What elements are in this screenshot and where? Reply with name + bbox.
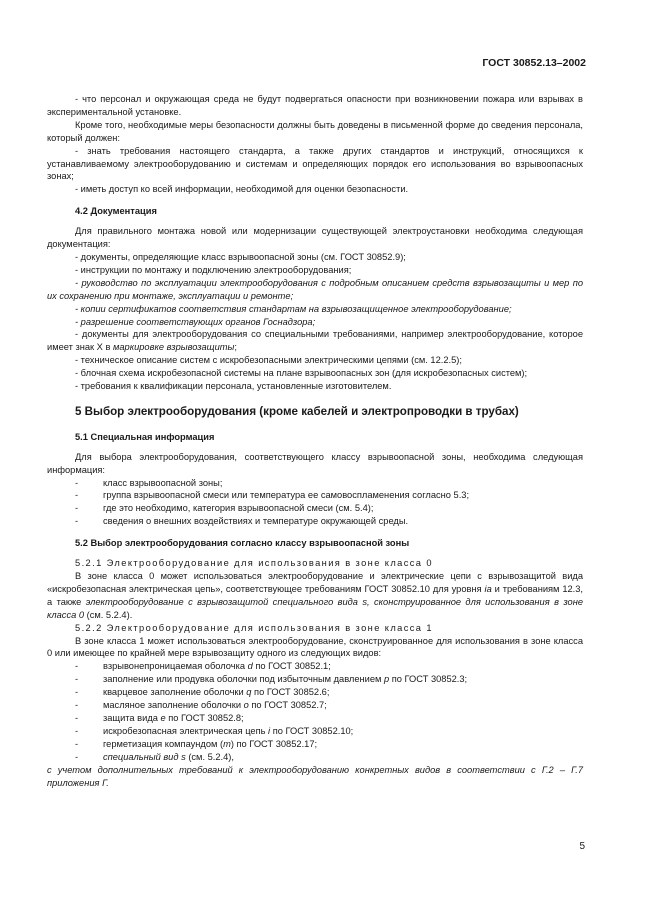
text-span: защита вида [103,712,161,723]
list-item: - разрешение соответствующих органов Госнадзора; [75,316,316,327]
list-dash: - [75,490,79,501]
paragraph: - иметь доступ ко всей информации, необходимой для оценки безопасности. [75,184,409,195]
text-span: ) по ГОСТ 30852.17; [230,738,318,749]
list-item: - документы, определяющие класс взрывоопасной зоны (см. ГОСТ 30852.9); [75,251,406,262]
text-span: по ГОСТ 30852.3; [389,674,468,685]
section-heading-5: 5 Выбор электрооборудования (кроме кабелей и электропроводки в трубах) [75,404,519,418]
text-span: d [247,661,253,672]
list-dash: - [75,674,79,685]
list-item: - инструкции по монтажу и подключению электрооборудования; [75,264,352,275]
text-span: (см. 5.2.4), [185,751,234,762]
text-span: - документы для электрооборудования со специальными требованиями, например электрооборудование, которое имеет знак X в [47,329,583,353]
text-span: взрывонепроницаемая оболочка [103,661,248,672]
subsection-heading-5-2-2: 5.2.2 Электрооборудование для использования в зоне класса 1 [75,622,433,633]
list-text [103,751,583,764]
paragraph: - знать требования настоящего стандарта, а также других стандартов и инструкций, относящихся к устанавливаемому электрооборудованию и системам и определяющих порядок его использования во взрывоопасных зонах; [47,145,583,182]
paragraph: Кроме того, необходимые меры безопасности должны быть доведены в письменной форме до сведения персонала, который должен: [47,119,583,143]
text-span: (см. 5.2.4). [84,609,133,620]
list-text [103,699,583,712]
text-span: и требованиям 12.3, а также [47,583,584,607]
list-text [103,660,583,673]
list-item [47,328,583,354]
list-item [47,751,583,764]
section-heading-5-2: 5.2 Выбор электрооборудования согласно классу взрывоопасной зоны [75,538,410,549]
page-content [47,93,583,789]
list-item [47,712,583,725]
list-item [47,686,583,699]
list-text [103,738,583,751]
text-span: e [160,712,166,723]
paragraph: В зоне класса 1 может использоваться электрооборудование, сконструированное для использования в зоне класса 0 или имеющее по крайней мере взрывозащиту одного из следующих видов: [47,635,583,659]
list-item [47,502,583,515]
text-span: по ГОСТ 30852.7; [248,700,327,711]
text-span: i [268,725,271,736]
text-span: специальный вид s [103,751,186,762]
text-span: ; [234,342,237,353]
paragraph: Для выбора электрооборудования, соответствующего классу взрывоопасной зоны, необходима следующая информация: [47,451,583,475]
list-dash: - [75,712,79,723]
text-span: по ГОСТ 30852.10; [270,725,354,736]
list-dash: - [75,661,79,672]
list-item: - блочная схема искробезопасной системы на плане взрывоопасных зон (для искробезопасных систем); [75,368,528,379]
list-item [47,699,583,712]
text-span: В зоне класса 0 может использоваться электрооборудование и электрические цепи с взрывозащитой вида «искробезопасная электрическая цепь», соответствующее требованиям ГОСТ 30852.10 для уровня [47,571,583,594]
list-dash: - [75,516,79,527]
closing-paragraph: с учетом дополнительных требований к электрооборудованию конкретных видов в соответствии с Г.2 – Г.7 приложения Г. [47,764,583,788]
list-dash: - [75,725,79,736]
text-span: заполнение или продувка оболочки под избыточным давлением [103,674,384,685]
list-text: где это необходимо, категория взрывоопасной смеси (см. 5.4); [103,503,374,514]
list-text [103,673,583,686]
text-span: ia [484,583,492,594]
list-dash: - [75,503,79,514]
list-text: группа взрывоопасной смеси или температура ее самовоспламенения согласно 5.3; [103,490,470,501]
paragraph: Для правильного монтажа новой или модернизации существующей электроустановки необходима следующая документация: [47,226,583,250]
list-dash: - [75,738,79,749]
text-span: по ГОСТ 30852.1; [252,661,331,672]
list-item: - копии сертификатов соответствия стандартам на взрывозащищенное электрооборудование; [75,303,512,314]
list-text [103,725,583,738]
page-number: 5 [579,841,585,852]
list-item: - руководство по эксплуатации электрооборудования с подробным описанием средств взрывозащиты и мер по их сохранению при монтаже, эксплуатации и ремонте; [47,277,583,301]
list-text [103,712,583,725]
list-item [47,515,583,528]
paragraph [47,570,583,622]
text-span: q [246,687,252,698]
list-dash: - [75,700,79,711]
section-heading-5-1: 5.1 Специальная информация [75,431,215,442]
text-span: электрооборудование с взрывозащитой специального вида s, сконструированное для использования в зоне класса 0 [47,596,584,620]
list-item [47,660,583,673]
list-dash: - [75,751,79,762]
list-text: класс взрывоопасной зоны; [103,477,223,488]
text-span: масляное заполнение оболочки [103,700,244,711]
list-item [47,738,583,751]
subsection-heading-5-2-1: 5.2.1 Электрооборудование для использования в зоне класса 0 [75,558,433,569]
list-item: - требования к квалификации персонала, установленные изготовителем. [75,381,392,392]
list-item: - техническое описание систем с искробезопасными электрическими цепями (см. 12.2.5); [75,355,462,366]
list-dash: - [75,477,79,488]
list-dash: - [75,687,79,698]
text-span: кварцевое заполнение оболочки [103,687,247,698]
text-span: по ГОСТ 30852.8; [165,712,244,723]
list-item [47,489,583,502]
list-item [47,673,583,686]
text-span: p [384,674,390,685]
text-span: o [243,700,249,711]
text-span: по ГОСТ 30852.6; [251,687,330,698]
list-text [103,686,583,699]
text-span: искробезопасная электрическая цепь [103,725,269,736]
text-span: герметизация компаундом ( [103,738,224,749]
paragraph: - что персонал и окружающая среда не будут подвергаться опасности при возникновении пожара или взрывах в экспериментальной установке. [47,94,583,117]
section-heading-4-2: 4.2 Документация [75,206,157,217]
list-text: сведения о внешних воздействиях и температуре окружающей среды. [103,516,409,527]
text-span: маркировке взрывозащиты [112,342,235,353]
text-span: m [223,738,231,749]
list-item [47,725,583,738]
document-header: ГОСТ 30852.13–2002 [482,57,586,69]
list-item [47,477,583,490]
